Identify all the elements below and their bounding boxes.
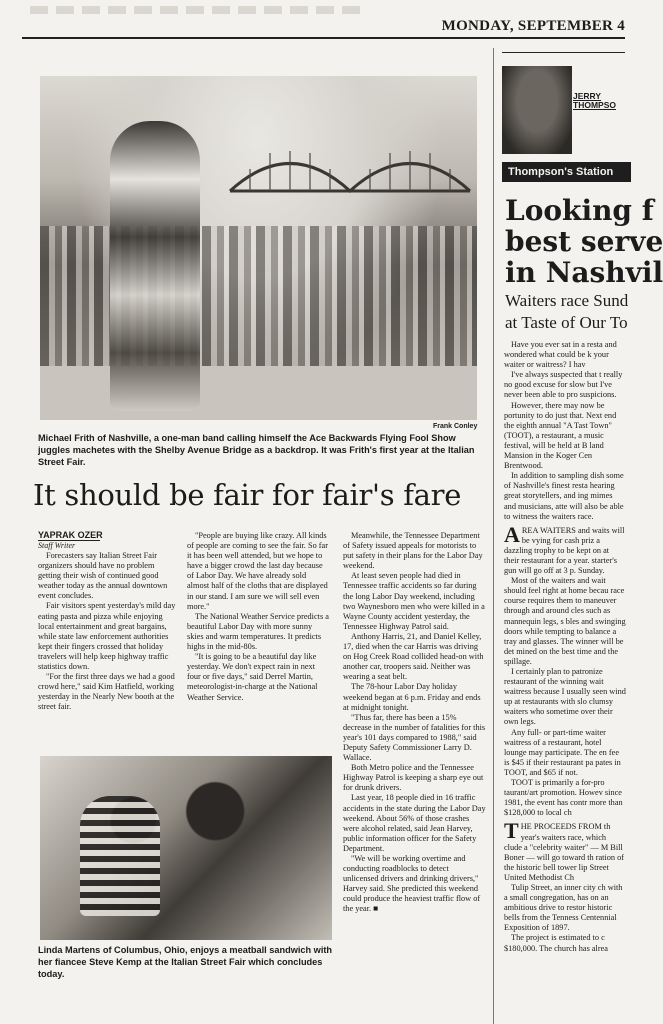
paragraph: Forecasters say Italian Street Fair organizers should have no problem getting their wish of continued good weather today as the annual downtown event concludes. [38,551,168,601]
paragraph: At least seven people had died in Tennessee traffic accidents so far during the long Labor Day weekend, including two Waynesboro men who were killed in a Wayne County accident yesterday, the Tennessee Highway Patrol said. [343,571,485,631]
paragraph: I've always suspected that t really no good excuse for slow but I've never been able to pro suspicions. [504,370,623,400]
fair-juggler-photo [40,76,477,420]
striped-shirt [80,796,160,916]
paragraph: Tulip Street, an inner city ch with a small congregation, has on an ambitious drive to restor historic bells from the Tenness Centennial Exposition of 1897. [504,882,623,933]
paragraph: "Thus far, there has been a 15% decrease in the number of fatalities for this year's 101 days compared to 1988," said Deputy Safety Commissioner Larry D. Wallace. [343,712,486,763]
columnist-photo [502,66,572,154]
dropcap: A [504,521,520,547]
paragraph: "For the first three days we had a good crowd here," said Kim Hatfield, working yesterday in the Nearly New booth at the street fair. [38,672,175,712]
byline: YAPRAK OZER [38,530,103,540]
paragraph: Last year, 18 people died in 16 traffic accidents in the state during the Labor Day weekend. About 56% of those crashes were alcohol related, said Jean Harvey, public information officer for the Safety Department. [343,793,486,853]
photo-caption-2: Linda Martens of Columbus, Ohio, enjoys a meatball sandwich with her fiancee Steve Kemp at the Italian Street Fair which concludes today. [38,945,333,979]
paragraph: Meanwhile, the Tennessee Department of Safety issued appeals for motorists to put safety in their plans for the Labor Day weekend. [343,531,483,571]
paragraph: "People are buying like crazy. All kinds of people are coming to see the fair. So far it has been well attended, but we hope to have a bigger crowd the last day because of Labor Day. We have already sold almost half of the cloths that are displayed in our stand. I am sure we will sell even more." [187,531,328,611]
paragraph: Any full- or part-time waiter waitress of a restaurant, hotel lounge may participate. The en fee is $45 if their restaurant pa pates in TOOT, and $65 if not. [504,727,621,777]
paragraph: "It is going to be a beautiful day like yesterday. We don't expect rain in next four or five days," said Derrel Martin, meteorologist-in-charge at the National Weather Service. [187,652,318,702]
subhead-line: at Taste of Our To [505,313,628,332]
paragraph: REA WAITERS and waits will be vying for cash priz a dazzling trophy to be kept on at their restaurant for a year. starter's gun will go off at 3 p. Sunday. [504,525,625,576]
paragraph: TOOT is primarily a for-pro taurant/art promotion. Howev since 1981, the event has contr more than $128,000 to local ch [504,778,623,818]
sidebar-divider [493,48,494,1024]
column-banner: Thompson's Station [502,162,631,182]
dropcap: T [504,818,519,844]
photo-caption: Michael Frith of Nashville, a one-man band calling himself the Ace Backwards Flying Fool Show juggles machetes with the Shelby Avenue Bridge as a backdrop. It was Frith's first year at the Italian Street Fair. [38,433,475,467]
article-headline: It should be fair for fair's fare [33,478,462,512]
paragraph: The project is estimated to c $180,000. The church has alrea [504,933,608,953]
article-column-2 [187,531,329,747]
crowd-texture [40,226,477,366]
columnist-last-name: THOMPSO [573,100,616,110]
masthead-scribble [30,6,360,14]
paragraph: Fair visitors spent yesterday's mild day eating pasta and pizza while enjoying local entertainment and great bargains, while state law enforcement authorities kept their fingers crossed that holiday travelers will help keep highway traffic statistics down. [38,601,176,672]
paragraph: Both Metro police and the Tennessee Highway Patrol is keeping a sharp eye out for drunk drivers. [343,763,484,793]
headline-line: in Nashvil [505,256,663,289]
columnist-name [573,92,616,110]
sidebar-top-rule [502,52,625,53]
headline-line: Looking f [505,194,654,227]
paragraph: Most of the waiters and wait should feel right at home becau race course requires them to maneuver through and around cles such as mannequin legs, s bles and swinging doors while tempting to balance a tray and glasses. The winner will be det mined on the best time and the spillage. [504,576,626,666]
performer-figure [110,121,200,411]
sidebar-subhead [505,290,628,334]
sidebar-headline [505,195,663,288]
paragraph: "We will be working overtime and conducting roadblocks to detect unlicensed drivers and drinking drivers," Harvey said. She predicted this weekend could produce the heaviest traffic flow of the year. ■ [343,854,481,914]
paragraph: I certainly plan to patronize restaurant of the winning wait waitress because I usually seen wind up at restaurants with slo clumsy waiters who sometime over their own legs. [504,667,626,727]
paragraph: The National Weather Service predicts a beautiful Labor Day with more sunny skies and warm temperatures. It predicts highs in the mid-80s. [187,611,329,652]
article-column-3 [343,531,486,983]
paragraph: Have you ever sat in a resta and wondered what could be k your waiter or waitress? I hav [504,340,617,370]
headline-line: best serve [505,225,663,258]
masthead-rule [22,37,625,39]
paragraph: Anthony Harris, 21, and Daniel Kelley, 17, died when the car Harris was driving on Hog Creek Road collided head-on with another car, troopers said. Neither was wearing a seat belt. [343,631,484,682]
couple-photo [40,756,332,940]
subhead-line: Waiters race Sund [505,291,629,310]
paragraph: In addition to sampling dish some of Nashville's finest resta hearing great storytellers, and ing mimes and musicians, atte will also be able to witness the waiters race. [504,471,624,521]
byline-role: Staff Writer [38,541,76,550]
paragraph: The 78-hour Labor Day holiday weekend began at 6 p.m. Friday and ends at midnight tonight. [343,682,481,712]
bridge-illustration [230,131,470,201]
masthead-date: MONDAY, SEPTEMBER 4 [441,18,625,34]
article-column-1 [38,551,176,747]
paragraph: HE PROCEEDS FROM th year's waiters race, which clude a "celebrity waiter" — M Bill Boner — will go toward th ration of the historic bell tower lip Street United Methodist Ch [504,822,625,882]
sidebar-body [504,340,626,1016]
photo-credit: Frank Conley [433,423,478,430]
columnist-first-name: JERRY [573,91,602,101]
paragraph: However, there may now be portunity to do just that. Next end the eighth annual "A Tast Town" (TOOT), a restaurant, a music festival, will be held at B land Mansion in the Koger Cen Brentwood. [504,400,617,471]
street-ground [40,366,477,420]
